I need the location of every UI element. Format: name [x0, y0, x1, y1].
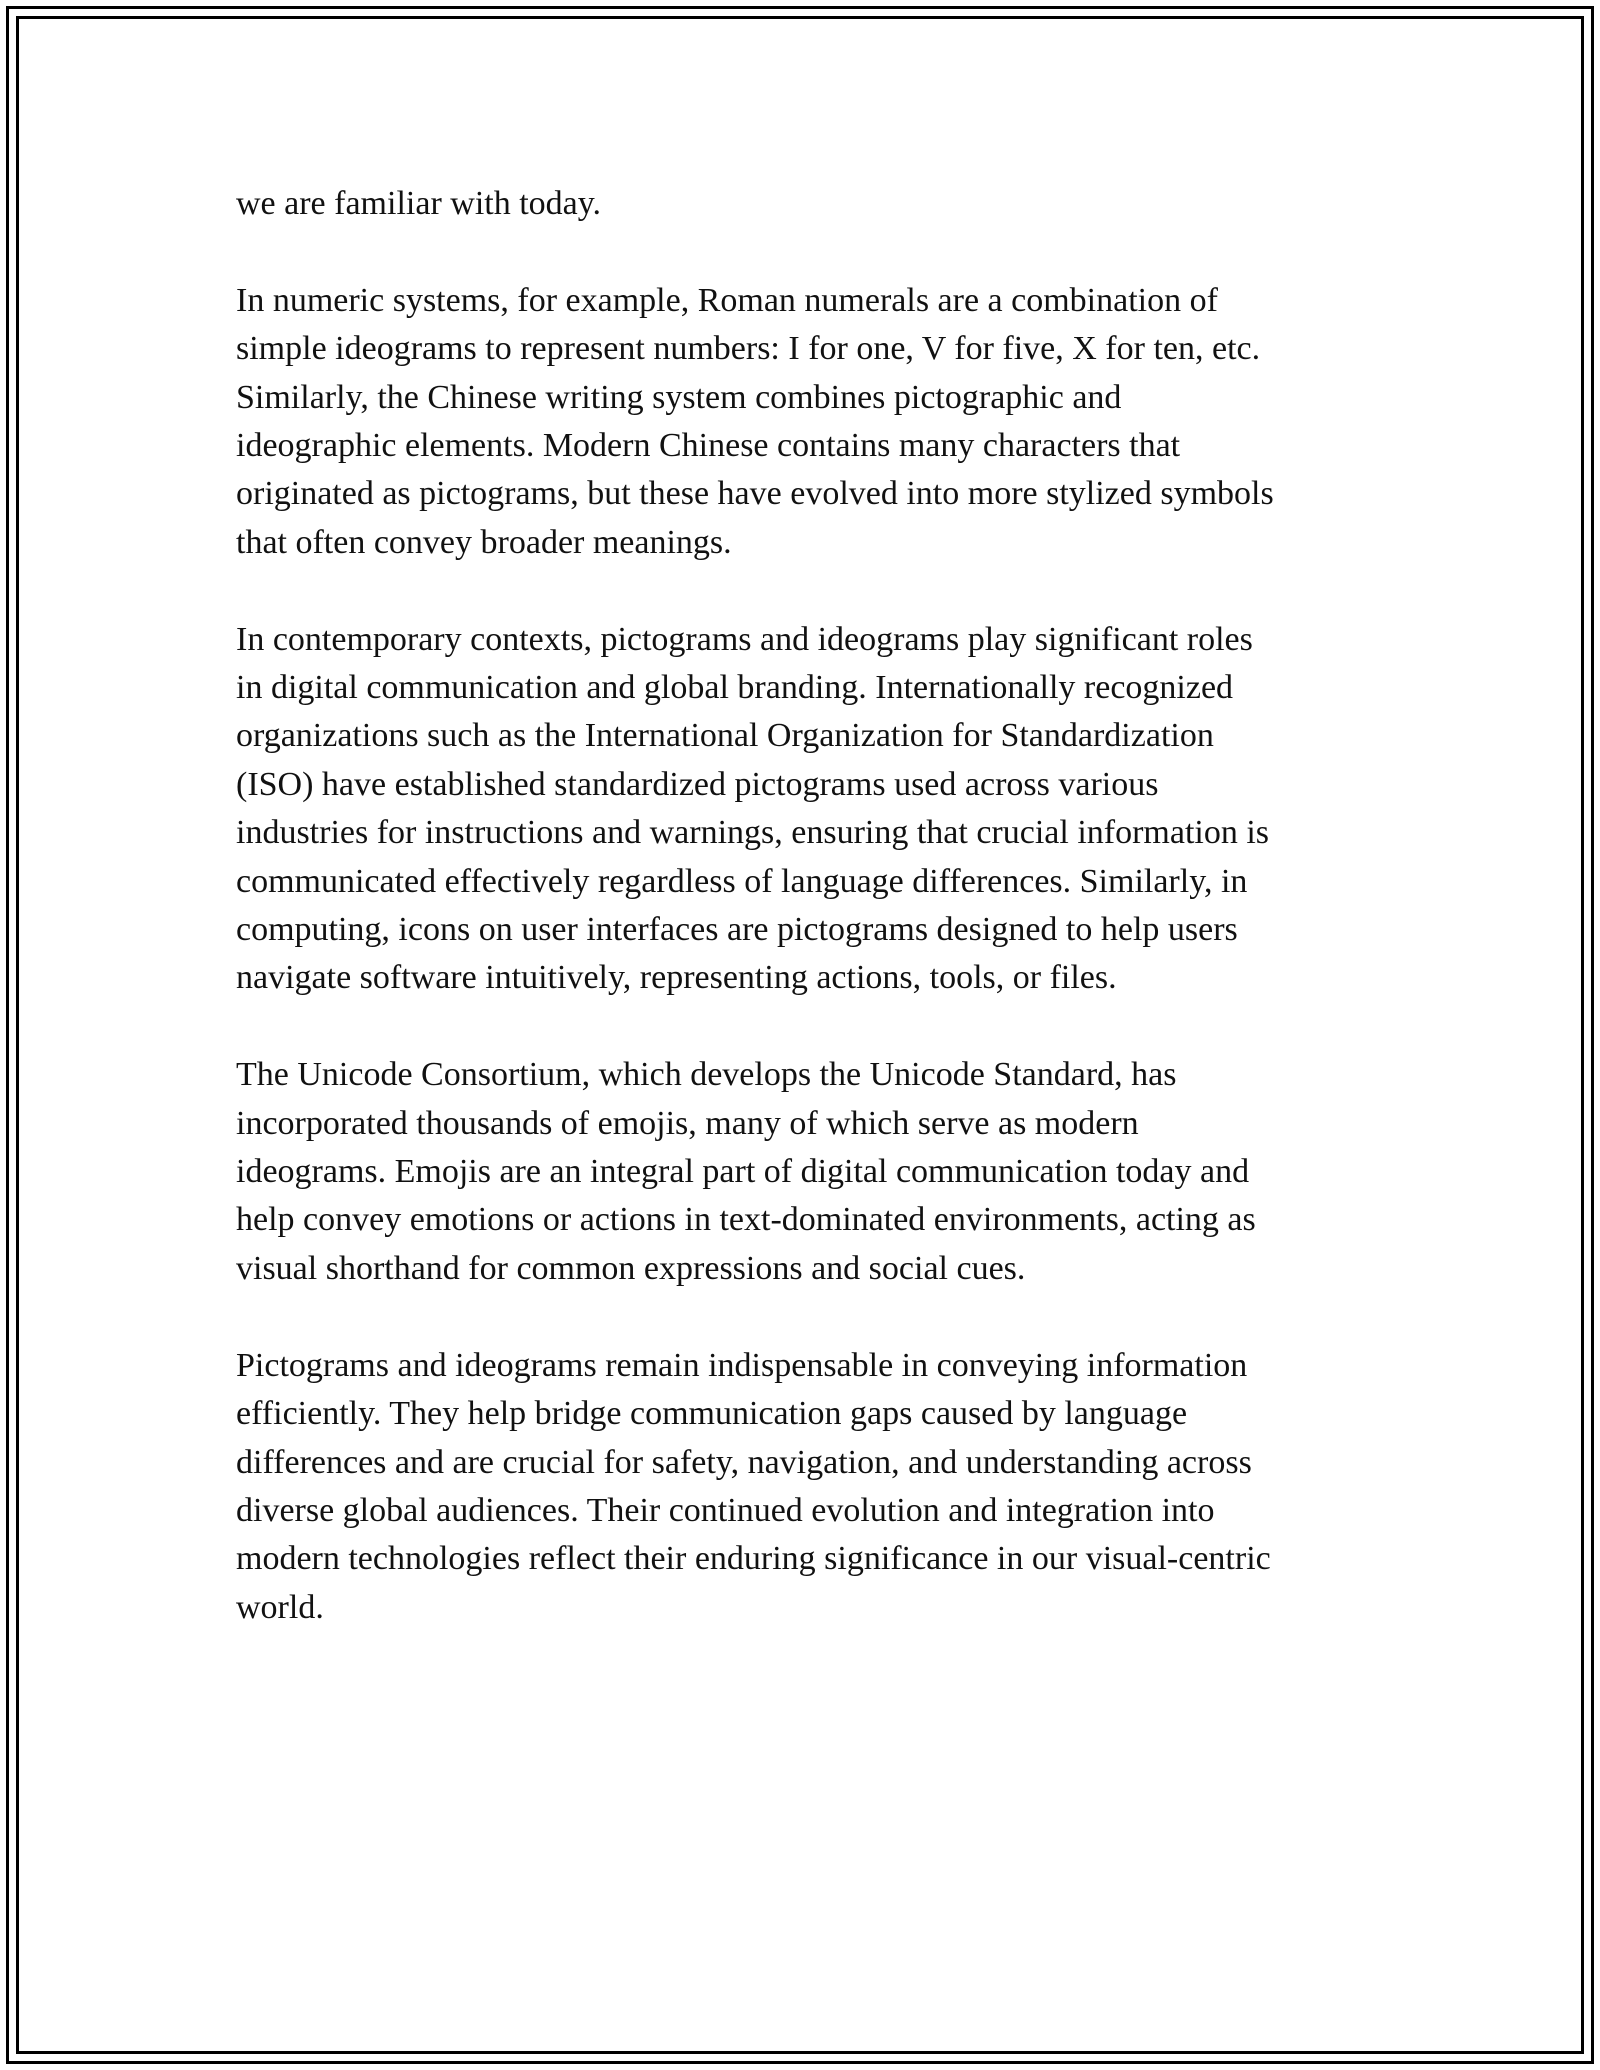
text-line: The Unicode Consortium, which develops the Unicode Standard, has: [236, 1056, 1177, 1094]
text-line: efficiently. They help bridge communication gaps caused by language: [236, 1395, 1188, 1433]
text-line: differences and are crucial for safety, navigation, and understanding across: [236, 1443, 1252, 1481]
text-line: we are familiar with today.: [236, 185, 602, 222]
paragraph-1: [236, 180, 1366, 228]
text-line: computing, icons on user interfaces are pictograms designed to help users: [236, 911, 1238, 949]
document-body: [236, 180, 1366, 1681]
paragraph-5: [236, 1342, 1366, 1632]
text-line: diverse global audiences. Their continued evolution and integration into: [236, 1491, 1215, 1529]
text-line: world.: [236, 1588, 324, 1626]
text-line: modern technologies reflect their enduring significance in our visual-centric: [236, 1540, 1271, 1578]
text-line: Pictograms and ideograms remain indispensable in conveying information: [236, 1346, 1248, 1384]
text-line: help convey emotions or actions in text-dominated environments, acting as: [236, 1201, 1256, 1239]
text-line: In numeric systems, for example, Roman numerals are a combination of: [236, 281, 1218, 319]
text-line: in digital communication and global branding. Internationally recognized: [236, 669, 1234, 707]
text-line: visual shorthand for common expressions and social cues.: [236, 1249, 1026, 1287]
text-line: industries for instructions and warnings, ensuring that crucial information is: [236, 814, 1270, 852]
text-line: ideograms. Emojis are an integral part of digital communication today and: [236, 1153, 1250, 1191]
paragraph-4: [236, 1051, 1366, 1293]
text-line: ideographic elements. Modern Chinese contains many characters that: [236, 427, 1181, 465]
text-line: organizations such as the International Organization for Standardization: [236, 717, 1214, 755]
text-line: communicated effectively regardless of language differences. Similarly, in: [236, 862, 1248, 900]
text-line: incorporated thousands of emojis, many of which serve as modern: [236, 1104, 1139, 1142]
text-line: originated as pictograms, but these have evolved into more stylized symbols: [236, 475, 1274, 513]
paragraph-2: [236, 277, 1366, 567]
text-line: In contemporary contexts, pictograms and ideograms play significant roles: [236, 620, 1253, 658]
text-line: Similarly, the Chinese writing system combines pictographic and: [236, 378, 1122, 416]
text-line: navigate software intuitively, representing actions, tools, or files.: [236, 959, 1117, 997]
text-line: (ISO) have established standardized pictograms used across various: [236, 765, 1159, 803]
text-line: that often convey broader meanings.: [236, 523, 732, 561]
text-line: simple ideograms to represent numbers: I for one, V for five, X for ten, etc.: [236, 330, 1261, 368]
paragraph-3: [236, 616, 1366, 1003]
